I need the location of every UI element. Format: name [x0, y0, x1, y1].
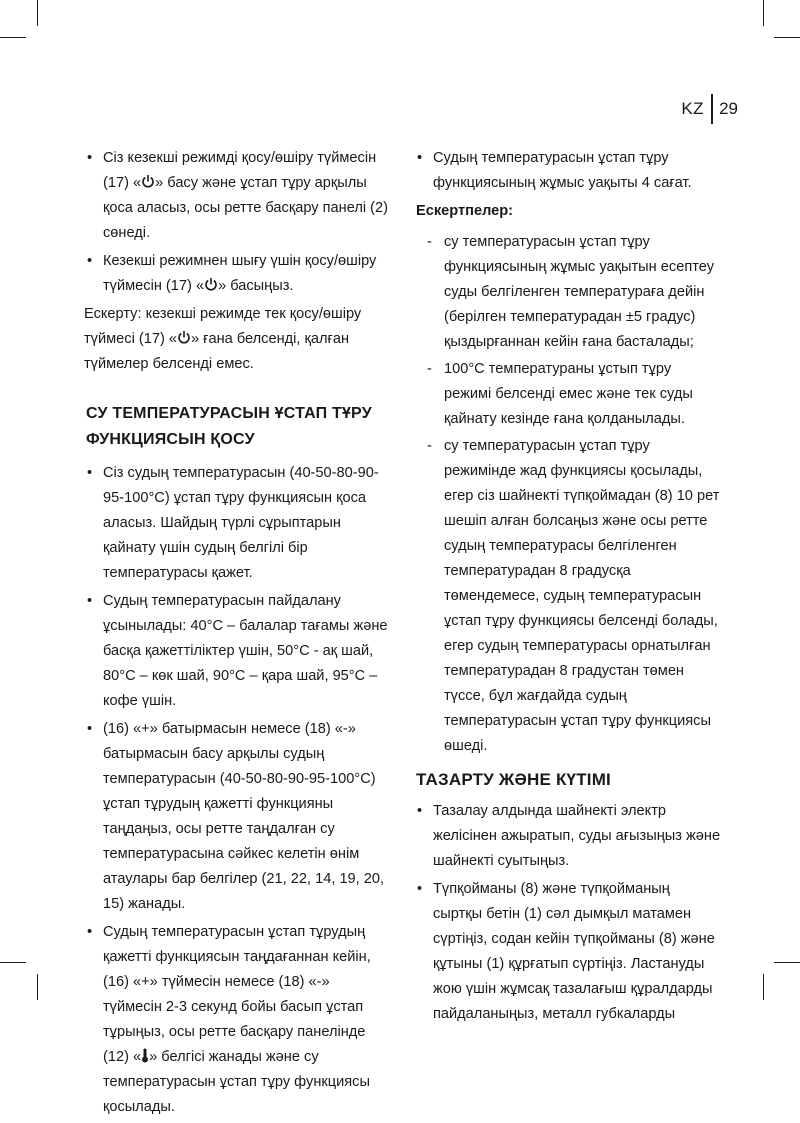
crop-mark: [0, 37, 26, 38]
power-icon: [177, 330, 191, 345]
crop-mark: [774, 962, 800, 963]
list-item: • Тазалау алдында шайнекті электр желісінен ажыратып, суды ағызыңыз және шайнекті суытыңыз.: [416, 799, 722, 874]
crop-mark: [774, 37, 800, 38]
list-item: • Сіз судың температурасын (40-50-80-90-95-100°С) ұстап тұру функциясын қоса аласыз. Шайдың түрлі сұрыптарын қайнату үшін судың белгілі бір температурасы қажет.: [86, 461, 390, 586]
crop-mark: [37, 0, 38, 26]
language-code: KZ: [681, 99, 705, 118]
section-heading: СУ ТЕМПЕРАТУРАСЫН ҰСТАП ТҰРУ ФУНКЦИЯСЫН ҚОСУ: [86, 405, 372, 448]
crop-mark: [0, 962, 26, 963]
list-item: • Судың температурасын ұстап тұрудың қажетті функциясын таңдағаннан кейін, (16) «+» түймесін немесе (18) «-» түймесін 2-3 секунд бойы басып ұстап тұрыңыз, осы ретте басқару панелінде (12) « » белгісі жанады және су температурасын ұстап тұру функциясы қосылады.: [86, 920, 390, 1120]
cleaning-list: [416, 799, 722, 1027]
standby-list: [86, 146, 390, 299]
list-item: • Түпқойманы (8) және түпқойманың сыртқы бетін (1) сәл дымқыл матамен сүртіңіз, содан кейін түпқойманы (8) және құтыны (1) құрғатып сүртіңіз. Ластануды жою үшін жұмсақ тазалағыш құралдарды пайдаланыңыз, металл губкаларды: [416, 877, 722, 1027]
crop-mark: [763, 0, 764, 26]
crop-mark: [763, 974, 764, 1000]
list-item: - 100°С температураны ұстып тұру режимі белсенді емес және тек суды қайнату кезінде ғана қолданылады.: [416, 357, 722, 432]
list-item: • (16) «+» батырмасын немесе (18) «-» батырмасын басу арқылы судың температурасын (40-50-80-90-95-100°С) ұстап тұрудың қажетті функцияны таңдаңыз, осы ретте таңдалған су температурасына сәйкес келетін өнім атаулары бар белгілер (21, 22, 14, 19, 20, 15) жанады.: [86, 717, 390, 917]
right-column: [416, 146, 722, 1030]
left-column: [86, 146, 390, 1123]
list-item: • Кезекші режимнен шығу үшін қосу/өшіру түймесін (17) « » басыңыз.: [86, 249, 390, 299]
thermometer-icon: [141, 1048, 149, 1063]
page-header: [681, 94, 738, 124]
standby-note: Ескерту: кезекші режимде тек қосу/өшіру түймесі (17) « » ғана белсенді, қалған түймелер белсенді емес.: [84, 306, 362, 372]
crop-mark: [37, 974, 38, 1000]
page-number: 29: [719, 99, 738, 118]
notes-title: Ескертпелер:: [416, 203, 514, 219]
list-item: - су температурасын ұстап тұру режимінде жад функциясы қосылады, егер сіз шайнекті түпқоймадан (8) 10 рет шешіп алған болсаңыз және осы ретте судың температурасы белгіленген температурадан 8 градусқа төмендемесе, судың температурасын ұстап тұру функциясы белсенді болады, егер судың температурасы орнатылған температурадан 8 градустан төмен түссе, бұл жағдайда судың температурасын ұстап тұру функциясы өшеді.: [416, 434, 722, 759]
power-icon: [204, 277, 218, 292]
duration-list: [416, 146, 722, 196]
list-item: - су температурасын ұстап тұру функциясының жұмыс уақытын есептеу суды белгіленген температураға дейін (берілген температурадан ±5 градус) қыздырғаннан кейін ғана басталады;: [416, 230, 722, 355]
power-icon: [141, 174, 155, 189]
list-item: • Сіз кезекші режимді қосу/өшіру түймесін (17) « » басу және ұстап тұру арқылы қоса аласыз, осы ретте басқару панелі (2) сөнеді.: [86, 146, 390, 246]
list-item: • Судың температурасын ұстап тұру функциясының жұмыс уақыты 4 сағат.: [416, 146, 722, 196]
section-heading: ТАЗАРТУ ЖӘНЕ КҮТІМІ: [416, 770, 611, 789]
notes-list: [416, 230, 722, 759]
list-item: • Судың температурасын пайдалану ұсынылады: 40°С – балалар тағамы және басқа қажеттіліктер үшін, 50°С - ақ шай, 80°С – көк шай, 90°С – қара шай, 95°С – кофе үшін.: [86, 589, 390, 714]
temperature-list: [86, 461, 390, 1120]
